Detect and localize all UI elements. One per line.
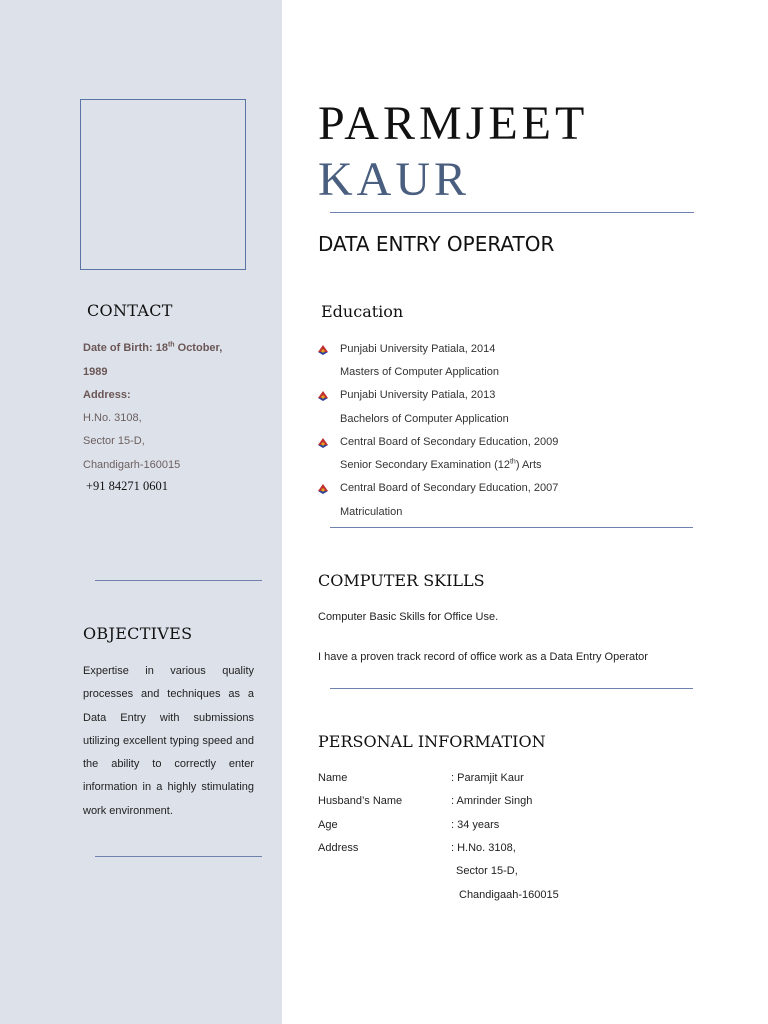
personal-info-heading: PERSONAL INFORMATION [318, 732, 546, 751]
education-institution: Central Board of Secondary Education, 2007 [340, 482, 559, 494]
education-degree: Masters of Computer Application [340, 366, 499, 378]
last-name: KAUR [318, 153, 471, 206]
sidebar-divider [95, 580, 262, 581]
job-title: DATA ENTRY OPERATOR [318, 232, 555, 256]
pi-value: : Amrinder Singh [451, 795, 533, 807]
bullet-icon [318, 391, 328, 401]
pi-value: : 34 years [451, 819, 500, 831]
dob-line: Date of Birth: 18th October, [83, 341, 223, 354]
objectives-heading: OBJECTIVES [83, 624, 193, 643]
pi-label: Address [318, 842, 359, 854]
education-institution: Central Board of Secondary Education, 2009 [340, 436, 559, 448]
contact-heading: CONTACT [87, 301, 173, 320]
bullet-icon [318, 345, 328, 355]
address-line1: H.No. 3108, [83, 412, 142, 424]
skills-line: I have a proven track record of office work as a Data Entry Operator [318, 651, 648, 663]
education-degree: Senior Secondary Examination (12th) Arts [340, 458, 542, 471]
education-degree: Matriculation [340, 506, 403, 518]
pi-label: Age [318, 819, 338, 831]
name-divider [330, 212, 694, 213]
section-divider [330, 688, 693, 689]
pi-address-line: Sector 15-D, [456, 865, 518, 877]
pi-value: : H.No. 3108, [451, 842, 516, 854]
phone-number: +91 84271 0601 [86, 479, 169, 493]
photo-placeholder [80, 99, 246, 270]
address-line3: Chandigarh-160015 [83, 459, 181, 471]
pi-label: Husband’s Name [318, 795, 403, 807]
address-line2: Sector 15-D, [83, 435, 145, 447]
education-institution: Punjabi University Patiala, 2013 [340, 389, 496, 401]
first-name: PARMJEET [318, 97, 589, 150]
sidebar-divider [95, 856, 262, 857]
dob-year: 1989 [83, 366, 108, 378]
pi-label: Name [318, 772, 348, 784]
section-divider [330, 527, 693, 528]
education-institution: Punjabi University Patiala, 2014 [340, 343, 496, 355]
bullet-icon [318, 484, 328, 494]
objectives-text: Expertise in various quality processes and techniques as a Data Entry with submissions utilizing excellent typing speed and the ability to correctly enter information in a highly stimulating work environment. [83, 665, 254, 817]
education-heading: Education [321, 302, 404, 321]
bullet-icon [318, 438, 328, 448]
pi-address-line: Chandigaah-160015 [459, 889, 559, 901]
computer-skills-heading: COMPUTER SKILLS [318, 571, 485, 590]
pi-value: : Paramjit Kaur [451, 772, 524, 784]
skills-line: Computer Basic Skills for Office Use. [318, 611, 499, 623]
address-label: Address: [83, 389, 131, 401]
education-degree: Bachelors of Computer Application [340, 413, 509, 425]
